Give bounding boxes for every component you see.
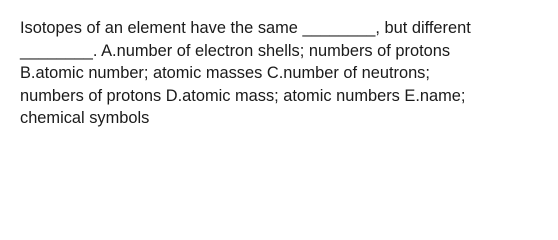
question-line-2: ________. A.number of electron shells; numbers of protons: [20, 41, 451, 60]
question-line-3: B.atomic number; atomic masses C.number of neutrons;: [20, 64, 430, 82]
question-line-4: numbers of protons D.atomic mass; atomic numbers E.name;: [20, 86, 466, 105]
question-line-1: Isotopes of an element have the same ________, but different: [20, 19, 471, 37]
question-line-5: chemical symbols: [20, 109, 150, 127]
question-text: [20, 17, 550, 130]
